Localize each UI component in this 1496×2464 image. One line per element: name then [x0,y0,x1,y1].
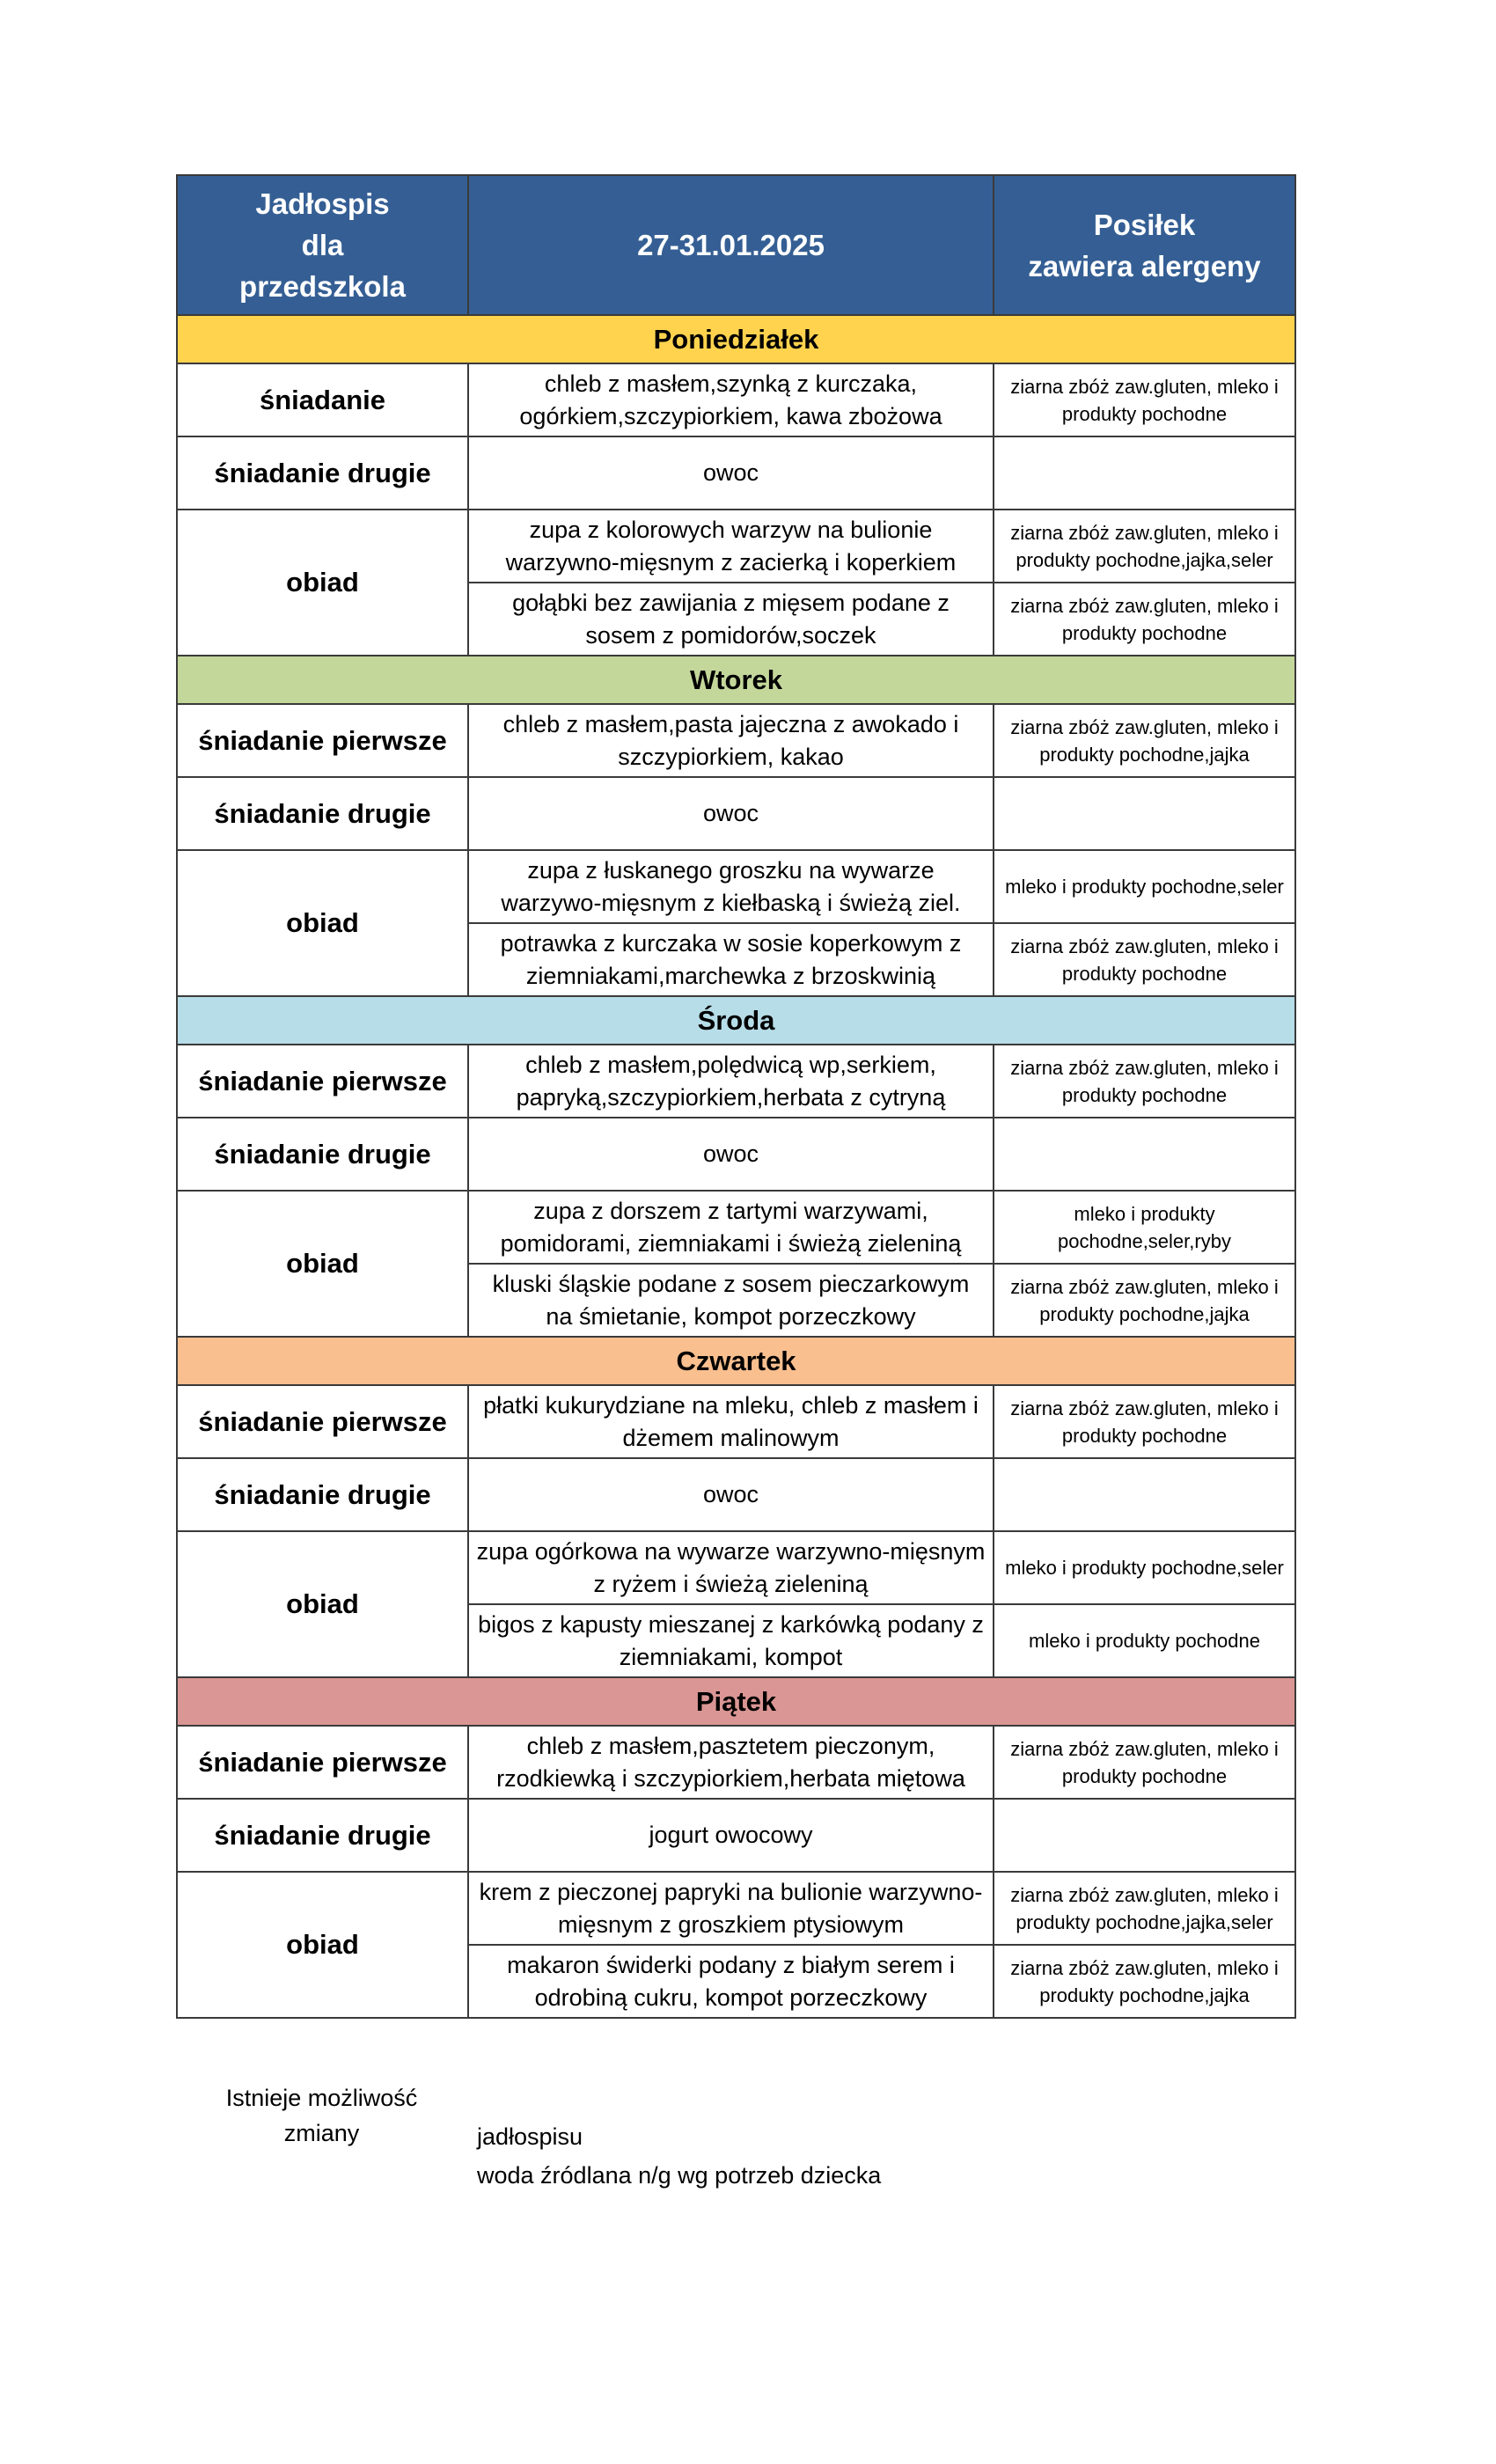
dish: owoc [468,436,994,510]
menu-title-line: dla [301,229,344,261]
allergen-column-header [994,175,1295,315]
menu-title-line: Jadłospis [255,187,390,220]
allergens: mleko i produkty pochodne [994,1604,1295,1677]
day-name: Poniedziałek [177,315,1295,363]
allergens: mleko i produkty pochodne,seler,ryby [994,1191,1295,1264]
meal-label: śniadanie drugie [177,1118,468,1191]
menu-body [177,175,1295,2018]
dish: zupa z dorszem z tartymi warzywami, pomidorami, ziemniakami i świeżą zieleniną [468,1191,994,1264]
meal-label: obiad [177,1191,468,1337]
dish: owoc [468,1118,994,1191]
dish: owoc [468,1458,994,1531]
meal-row-breakfast [177,363,1295,436]
change-note-line: Istnieje możliwość [225,2085,418,2111]
meal-row-second-breakfast [177,1799,1295,1872]
dish: chleb z masłem,pasta jajeczna z awokado i szczypiorkiem, kakao [468,704,994,777]
meal-row-lunch-soup [177,510,1295,583]
allergens: ziarna zbóż zaw.gluten, mleko i produkty pochodne [994,363,1295,436]
allergens: ziarna zbóż zaw.gluten, mleko i produkty pochodne,jajka,seler [994,1872,1295,1945]
dish: zupa z łuskanego groszku na wywarze warzywo-mięsnym z kiełbaską i świeżą ziel. [468,850,994,923]
dish: zupa ogórkowa na wywarze warzywno-mięsnym z ryżem i świeżą zieleniną [468,1531,994,1604]
allergens [994,1458,1295,1531]
meal-row-breakfast [177,704,1295,777]
meal-row-lunch-soup [177,1531,1295,1604]
allergens: ziarna zbóż zaw.gluten, mleko i produkty pochodne [994,1045,1295,1118]
meal-label: śniadanie pierwsze [177,1045,468,1118]
allergens [994,777,1295,850]
menu-title-line: przedszkola [239,270,406,303]
allergen-header-line: Posiłek [1093,208,1196,241]
meal-label: obiad [177,1531,468,1677]
meal-label: śniadanie drugie [177,1799,468,1872]
meal-row-breakfast [177,1385,1295,1458]
dish: bigos z kapusty mieszanej z karkówką podany z ziemniakami, kompot [468,1604,994,1677]
allergens: mleko i produkty pochodne,seler [994,850,1295,923]
meal-label: śniadanie pierwsze [177,1385,468,1458]
meal-row-second-breakfast [177,436,1295,510]
header-row [177,175,1295,315]
allergens: ziarna zbóż zaw.gluten, mleko i produkty pochodne [994,923,1295,996]
dish: potrawka z kurczaka w sosie koperkowym z ziemniakami,marchewka z brzoskwinią [468,923,994,996]
water-note: woda źródlana n/g wg potrzeb dziecka [477,2162,882,2189]
day-header-row [177,315,1295,363]
allergens [994,436,1295,510]
allergens: ziarna zbóż zaw.gluten, mleko i produkty pochodne,jajka [994,1945,1295,2018]
allergens: ziarna zbóż zaw.gluten, mleko i produkty pochodne,jajka [994,1264,1295,1337]
meal-label: śniadanie drugie [177,1458,468,1531]
change-note [176,2080,467,2151]
day-name: Wtorek [177,656,1295,704]
dish: chleb z masłem,polędwicą wp,serkiem, papryką,szczypiorkiem,herbata z cytryną [468,1045,994,1118]
allergens: ziarna zbóż zaw.gluten, mleko i produkty pochodne [994,1726,1295,1799]
meal-label: obiad [177,510,468,656]
meal-label: obiad [177,850,468,996]
day-name: Piątek [177,1677,1295,1726]
date-range: 27-31.01.2025 [468,175,994,315]
dish: owoc [468,777,994,850]
allergens: ziarna zbóż zaw.gluten, mleko i produkty pochodne [994,1385,1295,1458]
day-header-row [177,1337,1295,1385]
day-name: Czwartek [177,1337,1295,1385]
dish: makaron świderki podany z białym serem i odrobiną cukru, kompot porzeczkowy [468,1945,994,2018]
allergen-header-line: zawiera alergeny [1028,249,1261,282]
meal-label: śniadanie [177,363,468,436]
allergens: ziarna zbóż zaw.gluten, mleko i produkty pochodne,jajka [994,704,1295,777]
meal-row-breakfast [177,1726,1295,1799]
meal-row-lunch-soup [177,850,1295,923]
change-note-continuation: jadłospisu [477,2123,583,2150]
meal-label: śniadanie pierwsze [177,704,468,777]
meal-row-second-breakfast [177,1118,1295,1191]
change-note-line: zmiany [283,2120,360,2146]
day-header-row [177,996,1295,1045]
dish: gołąbki bez zawijania z mięsem podane z sosem z pomidorów,soczek [468,583,994,656]
meal-row-lunch-soup [177,1191,1295,1264]
meal-row-second-breakfast [177,1458,1295,1531]
dish: krem z pieczonej papryki na bulionie warzywno-mięsnym z groszkiem ptysiowym [468,1872,994,1945]
dish: chleb z masłem,szynką z kurczaka, ogórkiem,szczypiorkiem, kawa zbożowa [468,363,994,436]
day-header-row [177,1677,1295,1726]
dish: chleb z masłem,pasztetem pieczonym, rzodkiewką i szczypiorkiem,herbata miętowa [468,1726,994,1799]
meal-row-lunch-soup [177,1872,1295,1945]
meal-label: obiad [177,1872,468,2018]
allergens: mleko i produkty pochodne,seler [994,1531,1295,1604]
day-header-row [177,656,1295,704]
meal-label: śniadanie drugie [177,777,468,850]
allergens: ziarna zbóż zaw.gluten, mleko i produkty pochodne,jajka,seler [994,510,1295,583]
menu-table [176,174,1296,2019]
allergens [994,1799,1295,1872]
meal-label: śniadanie pierwsze [177,1726,468,1799]
menu-title [177,175,468,315]
dish: jogurt owocowy [468,1799,994,1872]
meal-row-breakfast [177,1045,1295,1118]
dish: zupa z kolorowych warzyw na bulionie warzywno-mięsnym z zacierką i koperkiem [468,510,994,583]
meal-label: śniadanie drugie [177,436,468,510]
allergens: ziarna zbóż zaw.gluten, mleko i produkty pochodne [994,583,1295,656]
allergens [994,1118,1295,1191]
dish: kluski śląskie podane z sosem pieczarkowym na śmietanie, kompot porzeczkowy [468,1264,994,1337]
day-name: Środa [177,996,1295,1045]
dish: płatki kukurydziane na mleku, chleb z masłem i dżemem malinowym [468,1385,994,1458]
meal-row-second-breakfast [177,777,1295,850]
